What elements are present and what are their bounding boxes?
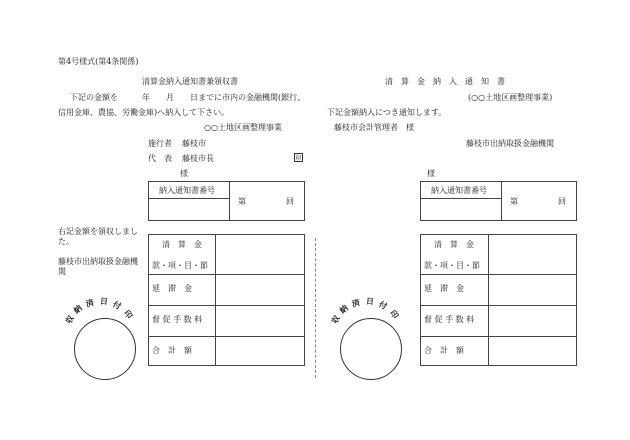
right-table-vline bbox=[488, 234, 489, 366]
right-stamp-char-3: 済 bbox=[350, 297, 362, 309]
right-bank: 藤枝市出納取扱金融機関 bbox=[466, 139, 554, 148]
executor-value: 藤枝市 bbox=[182, 139, 206, 148]
right-stamp-char-1: 収 bbox=[329, 313, 342, 326]
right-manager: 藤枝市会計管理者 様 bbox=[334, 123, 414, 132]
right-title: 清 算 金 納 入 通 知 書 bbox=[385, 77, 505, 86]
center-cut-line bbox=[315, 238, 316, 378]
right-notice-number-label: 納入通知書番号 bbox=[431, 186, 487, 195]
left-kai: 回 bbox=[286, 197, 294, 206]
right-sama: 様 bbox=[427, 169, 435, 178]
right-notice-divider bbox=[501, 181, 502, 221]
left-notice-hline bbox=[148, 198, 229, 199]
left-stamp-char-1: 収 bbox=[63, 313, 76, 326]
left-stamp-char-6: 印 bbox=[121, 307, 135, 321]
representative-label: 代 表 bbox=[148, 154, 172, 163]
left-title: 清算金納入通知書兼領収書 bbox=[142, 77, 238, 86]
left-row-delay: 延 滞 金 bbox=[152, 284, 192, 293]
received-text-2: 藤枝市出納取扱金融機 bbox=[58, 257, 138, 266]
right-dai: 第 bbox=[510, 197, 518, 206]
right-stamp-char-4: 日 bbox=[365, 295, 375, 307]
right-row-settlement: 清 算 金 bbox=[434, 240, 474, 249]
right-table-hline-2 bbox=[420, 305, 577, 306]
received-text-2b: 関 bbox=[58, 267, 66, 276]
left-table-hline-1 bbox=[148, 274, 305, 275]
right-stamp-char-2: 納 bbox=[337, 302, 350, 316]
right-stamp-char-6: 印 bbox=[387, 307, 401, 321]
left-instruction-line2: 信用金庫、農協、労働金庫)へ納入して下さい。 bbox=[58, 108, 230, 117]
left-sama: 様 bbox=[180, 169, 188, 178]
received-text-1b: た。 bbox=[58, 237, 74, 246]
representative-value: 藤枝市長 bbox=[182, 154, 214, 163]
left-stamp-char-2: 納 bbox=[71, 302, 84, 316]
left-row-fee: 督 促 手 数 料 bbox=[152, 315, 203, 324]
left-stamp-char-4: 日 bbox=[99, 295, 109, 307]
left-notice-divider bbox=[229, 181, 230, 221]
executor-label: 施行者 bbox=[148, 139, 172, 148]
right-row-fee: 督 促 手 数 料 bbox=[424, 315, 475, 324]
left-dai: 第 bbox=[238, 197, 246, 206]
right-receipt-stamp-circle bbox=[340, 318, 402, 380]
left-row-category: 款・項・目・節 bbox=[152, 261, 208, 270]
left-project-name: ○○土地区画整理事業 bbox=[204, 123, 282, 132]
form-number: 第4号様式(第4条関係) bbox=[58, 57, 139, 66]
left-table-hline-2 bbox=[148, 305, 305, 306]
left-row-total: 合 計 額 bbox=[152, 346, 192, 355]
right-instruction: 下記金額納入につき通知します。 bbox=[327, 108, 447, 117]
left-notice-number-label: 納入通知書番号 bbox=[159, 186, 215, 195]
left-table-hline-3 bbox=[148, 336, 305, 337]
left-row-settlement: 清 算 金 bbox=[162, 240, 202, 249]
left-stamp-char-5: 付 bbox=[111, 298, 124, 312]
left-instruction-line1: 下記の金額を 年 月 日までに市内の金融機関(銀行、 bbox=[70, 93, 306, 102]
right-row-category: 款・項・目・節 bbox=[424, 261, 480, 270]
left-receipt-stamp-circle bbox=[74, 318, 136, 380]
right-row-total: 合 計 額 bbox=[424, 346, 464, 355]
seal-box: 印 bbox=[295, 155, 302, 162]
right-row-delay: 延 滞 金 bbox=[424, 284, 464, 293]
left-table-vline bbox=[215, 234, 216, 366]
right-kai: 回 bbox=[558, 197, 566, 206]
right-stamp-char-5: 付 bbox=[377, 298, 390, 312]
received-text-1: 右記金額を領収しまし bbox=[58, 227, 138, 236]
right-table-hline-1 bbox=[420, 274, 577, 275]
left-stamp-char-3: 済 bbox=[84, 297, 96, 309]
right-project-name: (○○土地区画整理事業) bbox=[468, 93, 553, 102]
right-notice-hline bbox=[420, 198, 501, 199]
right-table-hline-3 bbox=[420, 336, 577, 337]
